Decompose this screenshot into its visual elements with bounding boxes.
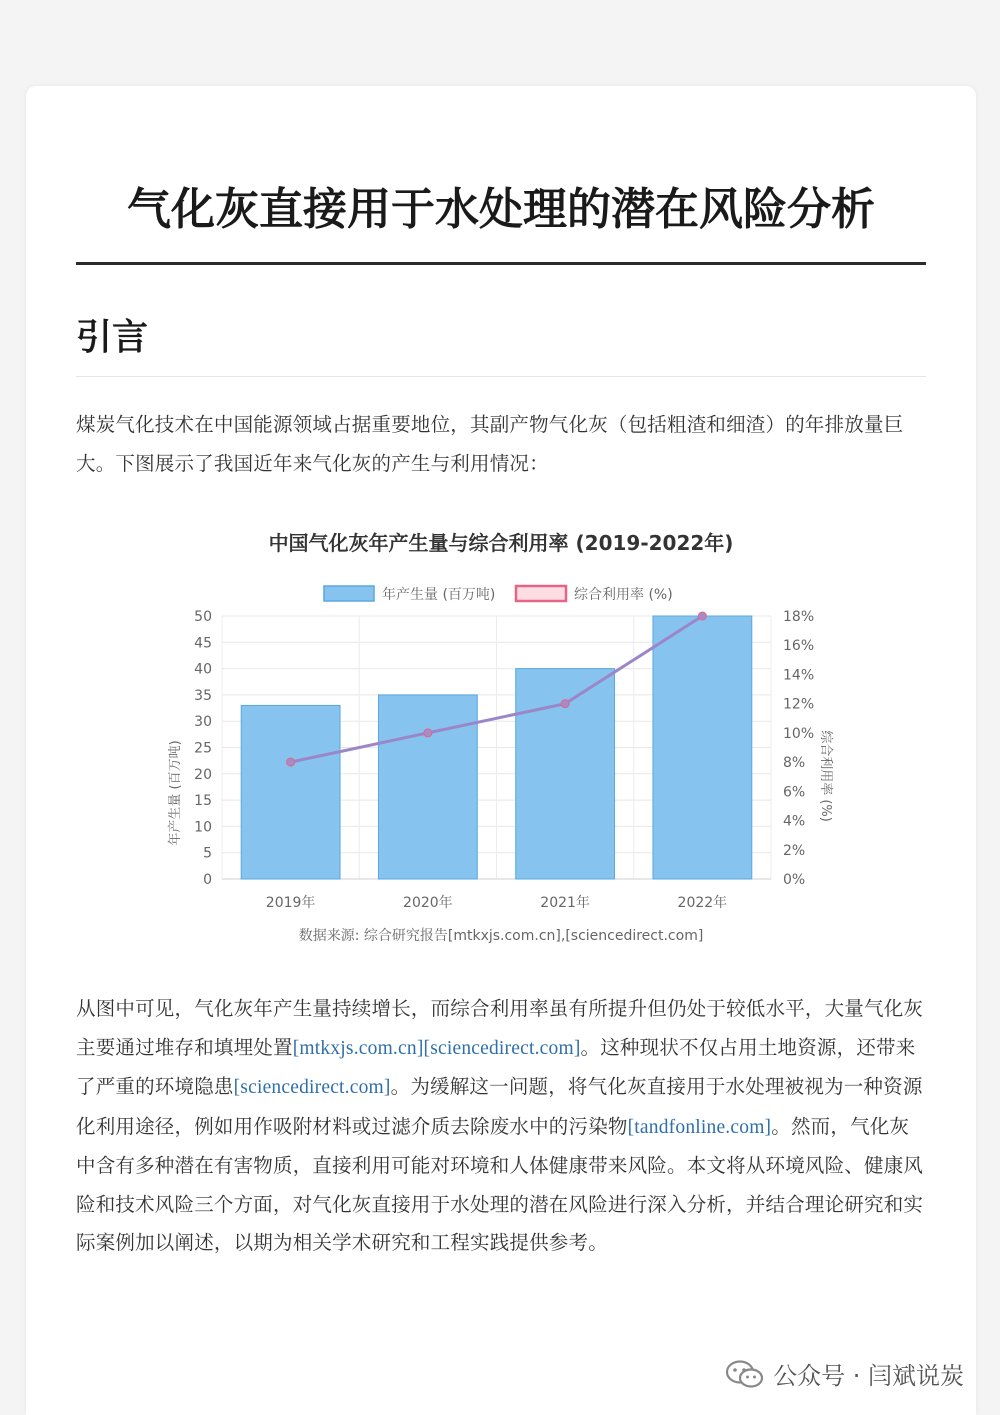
x-tick-label: 2019年 xyxy=(265,895,316,911)
y-right-tick-label: 8% xyxy=(783,755,806,772)
y-axis-right-label: 综合利用率 (%) xyxy=(818,730,833,822)
chart-container xyxy=(26,516,976,956)
citation-link-mtkxjs-sciencedirect[interactable]: [mtkxjs.com.cn][sciencedirect.com] xyxy=(292,1037,581,1059)
y-left-tick-label: 20 xyxy=(194,766,212,783)
section-heading: 引言 xyxy=(76,317,149,358)
y-right-tick-label: 12% xyxy=(783,696,815,713)
y-axis-right-ticks xyxy=(783,609,814,888)
intro-paragraph: 煤炭气化技术在中国能源领域占据重要地位，其副产物气化灰（包括粗渣和细渣）的年排放量巨大。下图展示了我国近年来气化灰的产生与利用情况： xyxy=(76,413,904,475)
y-axis-left-label: 年产生量 (百万吨) xyxy=(168,740,183,846)
x-tick-label: 2021年 xyxy=(540,895,590,911)
legend-swatch-production[interactable] xyxy=(324,586,374,601)
y-axis-left-ticks xyxy=(194,609,212,888)
y-left-tick-label: 15 xyxy=(194,793,212,810)
legend-label-utilization: 综合利用率 (%) xyxy=(574,587,673,603)
y-left-tick-label: 30 xyxy=(194,714,212,731)
analysis-text-3: 。为缓解这一问题，将气化灰直接用于水处理被视为一种资源化利用途径，例如用作吸附材料或过滤介质去除废水中的污染物 xyxy=(76,1075,923,1138)
x-axis-ticks xyxy=(266,894,727,911)
legend-label-production: 年产生量 (百万吨) xyxy=(382,587,496,603)
analysis-text-4: 。然而，气化灰中含有多种潜在有害物质，直接利用可能对环境和人体健康带来风险。本文将从环境风险、健康风险和技术风险三个方面，对气化灰直接用于水处理的潜在风险进行深入分析，并结合理论研究和实际案例加以阐述，以期为相关学术研究和工程实践提供参考。 xyxy=(76,1114,924,1254)
chart-title: 中国气化灰年产生量与综合利用率 (2019-2022年) xyxy=(268,531,734,555)
y-left-tick-label: 5 xyxy=(203,845,212,862)
wechat-icon xyxy=(725,1359,765,1389)
y-left-tick-label: 0 xyxy=(203,872,212,888)
y-left-tick-label: 45 xyxy=(194,635,212,652)
y-left-tick-label: 25 xyxy=(194,740,212,757)
y-right-tick-label: 4% xyxy=(783,813,806,830)
y-right-tick-label: 14% xyxy=(783,667,815,684)
y-left-tick-label: 35 xyxy=(194,687,212,704)
bar-2019年[interactable] xyxy=(241,705,340,879)
y-right-tick-label: 16% xyxy=(783,638,815,655)
citation-link-sciencedirect[interactable]: [sciencedirect.com] xyxy=(233,1077,391,1098)
utilization-point-2021年[interactable] xyxy=(561,700,569,708)
utilization-point-2019年[interactable] xyxy=(287,758,295,766)
y-left-tick-label: 10 xyxy=(194,819,212,836)
y-right-tick-label: 2% xyxy=(783,842,806,859)
analysis-text-1: 从图中可见，气化灰年产生量持续增长，而综合利用率虽有所提升但仍处于较低水平，大量气化灰主要通过堆存和填埋处置 xyxy=(76,997,924,1059)
x-tick-label: 2020年 xyxy=(403,895,453,911)
utilization-point-2020年[interactable] xyxy=(424,729,432,737)
y-left-tick-label: 40 xyxy=(194,661,212,678)
analysis-paragraph xyxy=(76,990,926,1263)
section-divider xyxy=(76,376,926,377)
watermark xyxy=(725,1356,964,1391)
analysis-text-2: 。这种现状不仅占用土地资源，还带来了严重的环境隐患 xyxy=(76,1035,916,1098)
y-right-tick-label: 18% xyxy=(783,609,815,625)
y-right-tick-label: 10% xyxy=(783,725,815,742)
x-tick-label: 2022年 xyxy=(677,895,728,911)
watermark-text: 公众号 · 闫斌说炭 xyxy=(773,1362,964,1390)
title-divider xyxy=(76,262,926,265)
production-utilization-chart xyxy=(26,516,976,956)
utilization-point-2022年[interactable] xyxy=(698,612,706,620)
y-right-tick-label: 6% xyxy=(783,784,806,801)
citation-link-tandfonline[interactable]: [tandfonline.com] xyxy=(627,1116,772,1138)
y-right-tick-label: 0% xyxy=(783,872,806,888)
bar-2022年[interactable] xyxy=(653,616,752,879)
legend-swatch-utilization[interactable] xyxy=(516,586,566,601)
bar-2020年[interactable] xyxy=(378,695,477,879)
page-title: 气化灰直接用于水处理的潜在风险分析 xyxy=(127,184,875,235)
chart-source: 数据来源: 综合研究报告[mtkxjs.com.cn],[sciencedirect.com] xyxy=(298,928,704,944)
y-left-tick-label: 50 xyxy=(194,609,212,625)
article-card xyxy=(26,86,976,1415)
